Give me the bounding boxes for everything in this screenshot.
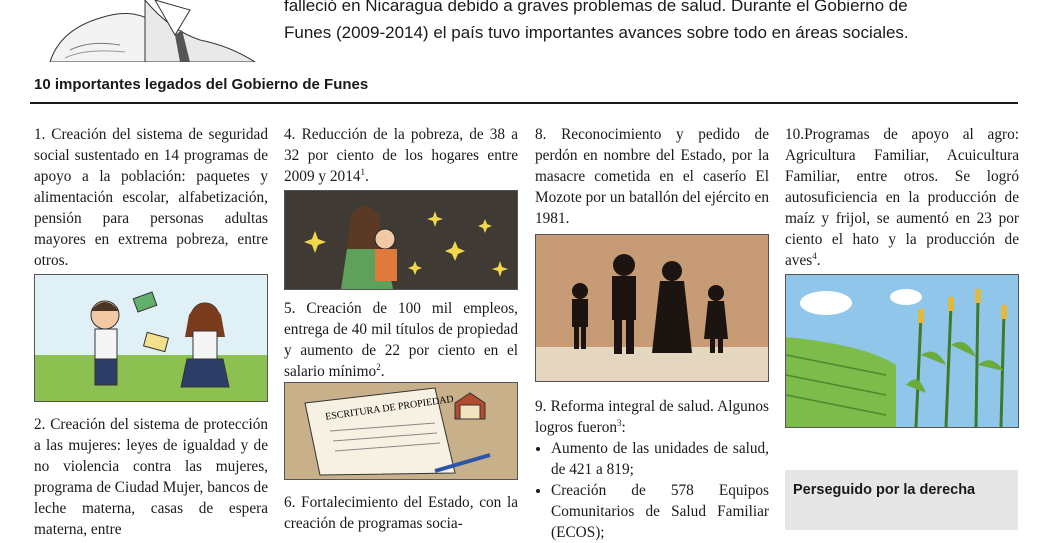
- column-4: [785, 124, 1019, 271]
- column-3: [535, 124, 769, 229]
- cornfield-illustration: [785, 274, 1019, 428]
- legacy-item-9-text: 9. Reforma integral de salud. Algunos logros fueron: [535, 398, 769, 436]
- intro-line-2: Funes (2009-2014) el país tuvo importantes avances sobre todo en áreas sociales.: [284, 23, 909, 42]
- legacy-item-4-text: 4. Reducción de la pobreza, de 38 a 32 por ciento de los hogares entre 2009 y 2014: [284, 126, 518, 185]
- list-item: • Creación de 578 Equipos Comunitarios de Salud Familiar (ECOS);: [551, 480, 769, 543]
- family-silhouette-illustration: [535, 234, 769, 382]
- intro-line-1: falleció en Nicaragua debido a graves problemas de salud. Durante el Gobierno de: [284, 0, 908, 15]
- legacy-item-10-text: 10.Programas de apoyo al agro: Agricultura Familiar, Acuicultura Familiar, entre otros. Se logró autosuficiencia en la producción de maíz y frijol, se aumentó en 23 por ciento el hato y la producción de aves: [785, 126, 1019, 269]
- legacy-item-9: 9. Reforma integral de salud. Algunos logros fueron$^3$:: [535, 398, 769, 436]
- legacy-item-4: 4. Reducción de la pobreza, de 38 a 32 por ciento de los hogares entre 2009 y 2014$^1$.: [284, 126, 518, 185]
- footnote-2: 2: [376, 361, 381, 372]
- section-divider: [30, 102, 1018, 104]
- students-illustration: [34, 274, 268, 402]
- legacy-item-1: 1. Creación del sistema de seguridad social sustentado en 14 programas de apoyo a la población: paquetes y alimentación escolar, alfabetización, pensión para personas adultas mayores en extrema pobreza, entre otros.: [34, 126, 268, 269]
- list-item: • Aumento de las unidades de salud, de 421 a 819;: [551, 438, 769, 480]
- legacy-item-5: 5. Creación de 100 mil empleos, entrega de 40 mil títulos de propiedad y aumento de 22 por ciento en el salario mínimo$^2$.: [284, 300, 518, 380]
- legacy-item-6: 6. Fortalecimiento del Estado, con la creación de programas socia-: [284, 494, 518, 532]
- legacy-item-10: 10.Programas de apoyo al agro: Agricultura Familiar, Acuicultura Familiar, entre otros. Se logró autosuficiencia en la producción de maíz y frijol, se aumentó en 23 por ciento el hato y la producción de aves$^4$.: [785, 126, 1019, 269]
- legacy-item-8: 8. Reconocimiento y pedido de perdón en nombre del Estado, por la masacre cometida en el caserío El Mozote por un batallón del ejército en 1981.: [535, 126, 769, 227]
- property-deed-illustration: [284, 382, 518, 480]
- legacy-item-2: 2. Creación del sistema de protección a las mujeres: leyes de igualdad y de no violencia contra las mujeres, programa de Ciudad Mujer, bancos de leche materna, casas de espera materna, entre: [34, 416, 268, 538]
- deed-title: ESCRITURA DE PROPIEDAD: [324, 393, 455, 423]
- footnote-1: 1: [360, 166, 365, 177]
- column-2-lower: [284, 492, 518, 534]
- mother-child-illustration: [284, 190, 518, 290]
- footnote-3: 3: [617, 417, 622, 428]
- footnote-4: 4: [812, 250, 817, 261]
- column-3-lower: [535, 396, 769, 543]
- column-2: [284, 124, 518, 187]
- column-2-mid: [284, 298, 518, 382]
- intro-text: [284, 0, 944, 46]
- portrait-illustration: [30, 0, 260, 62]
- legacy-item-5-text: 5. Creación de 100 mil empleos, entrega de 40 mil títulos de propiedad y aumento de 22 por ciento en el salario mínimo: [284, 300, 518, 380]
- sidebar-box: [785, 470, 1018, 530]
- column-1-lower: [34, 414, 268, 540]
- section-title: 10 importantes legados del Gobierno de Funes: [34, 76, 369, 93]
- sidebar-box-title: Perseguido por la derecha: [793, 482, 976, 498]
- health-achievements-list: [535, 438, 769, 543]
- column-1: [34, 124, 268, 271]
